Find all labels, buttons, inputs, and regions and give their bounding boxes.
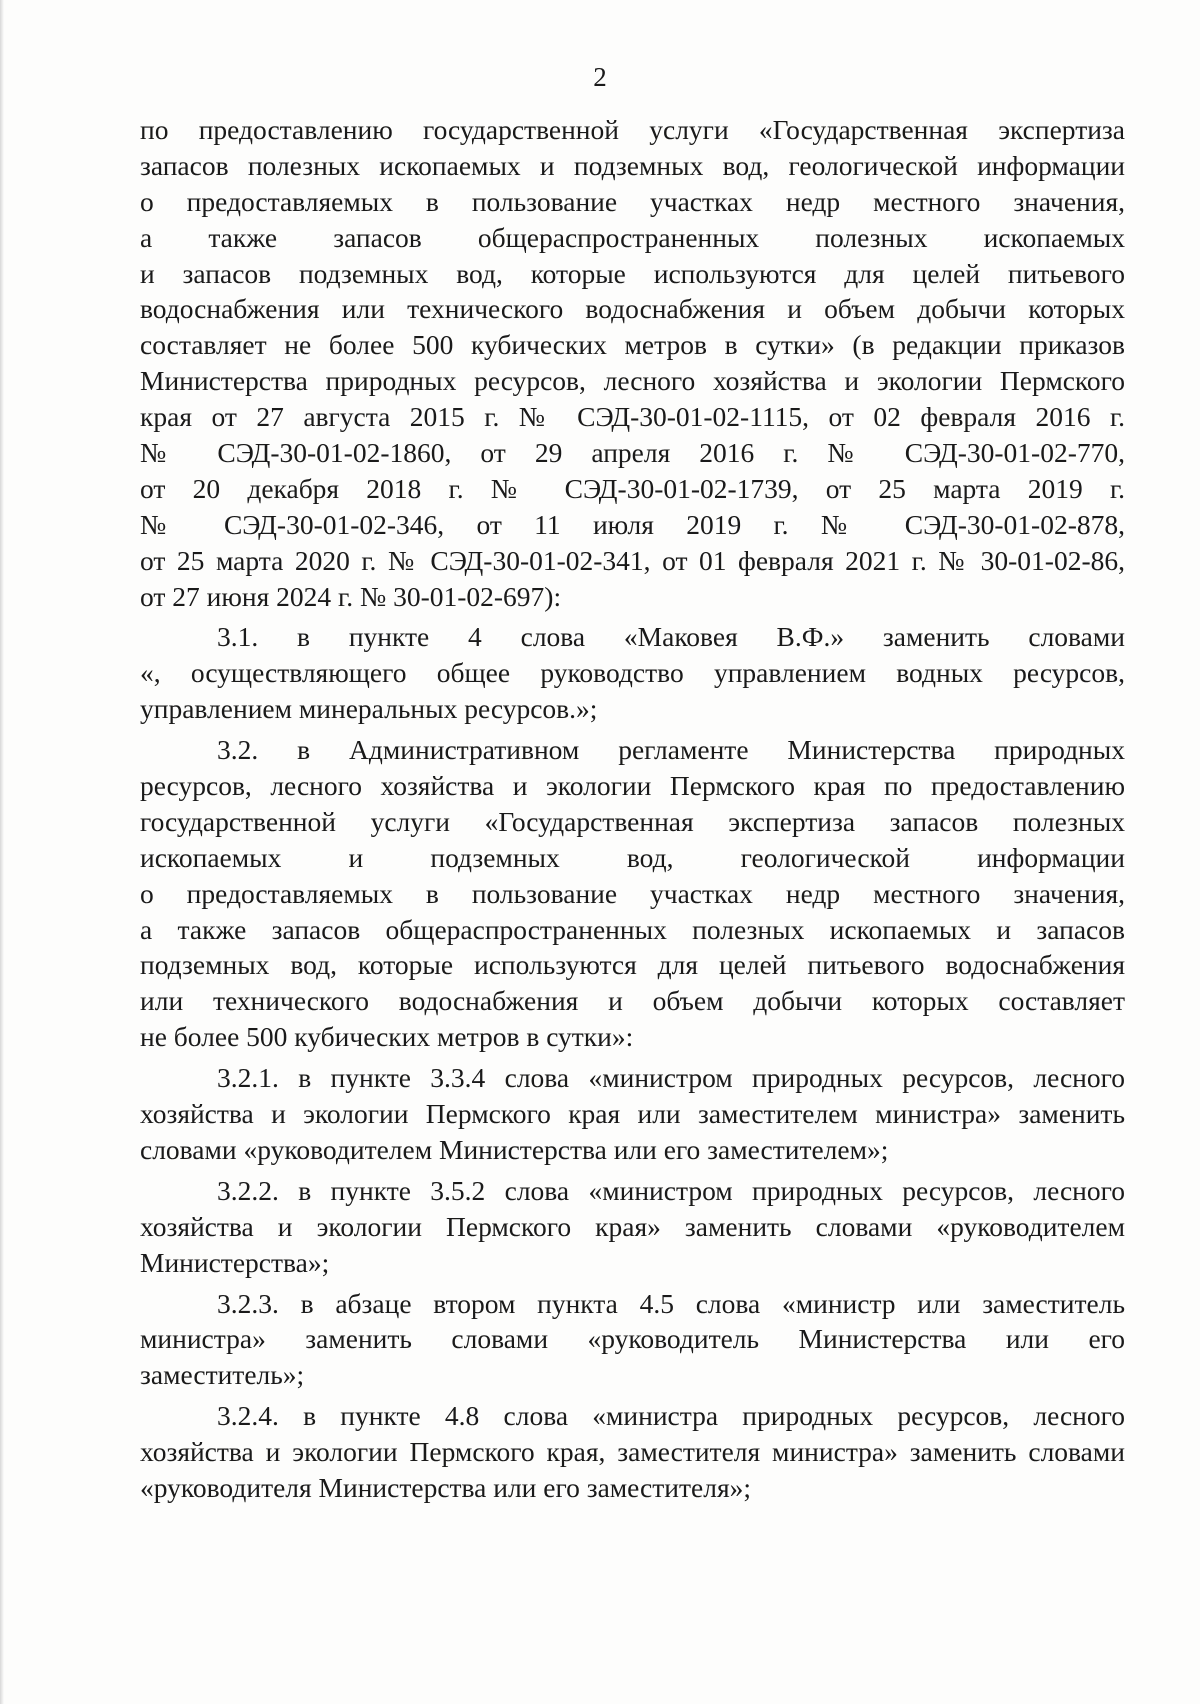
text-line: «руководителя Министерства или его заместителя»; <box>140 1471 751 1503</box>
text-line: составляет не более 500 кубических метров в сутки» (в редакции приказов <box>140 329 1125 361</box>
text-line: о предоставляемых в пользование участках недр местного значения, <box>140 877 1125 909</box>
text-line: 3.1. в пункте 4 слова «Маковея В.Ф.» заменить словами <box>217 621 1125 653</box>
text-line: хозяйства и экологии Пермского края или заместителем министра» заменить <box>140 1098 1125 1130</box>
text-line: от 27 июня 2024 г. № 30-01-02-697): <box>140 580 562 612</box>
text-line: 3.2.1. в пункте 3.3.4 слова «министром природных ресурсов, лесного <box>217 1062 1125 1094</box>
text-line: управлением минеральных ресурсов.»; <box>140 693 598 725</box>
text-line: № СЭД-30-01-02-1860, от 29 апреля 2016 г. № СЭД-30-01-02-770, <box>140 437 1125 469</box>
page-number: 2 <box>593 62 607 92</box>
text-line: Министерства»; <box>140 1246 330 1278</box>
text-line: заместитель»; <box>140 1359 305 1391</box>
text-line: или технического водоснабжения и объем добычи которых составляет <box>140 985 1125 1017</box>
text-line: министра» заменить словами «руководитель Министерства или его <box>140 1323 1125 1355</box>
text-line: № СЭД-30-01-02-346, от 11 июля 2019 г. № СЭД-30-01-02-878, <box>140 508 1125 540</box>
scan-edge-shadow <box>0 0 4 1704</box>
text-line: словами «руководителем Министерства или его заместителем»; <box>140 1133 889 1165</box>
text-line: 3.2.4. в пункте 4.8 слова «министра природных ресурсов, лесного <box>217 1400 1125 1432</box>
text-line: а также запасов общераспространенных полезных ископаемых <box>140 221 1125 253</box>
text-line: от 20 декабря 2018 г. № СЭД-30-01-02-1739, от 25 марта 2019 г. <box>140 472 1125 504</box>
text-line: от 25 марта 2020 г. № СЭД-30-01-02-341, от 01 февраля 2021 г. № 30-01-02-86, <box>140 544 1125 576</box>
text-line: хозяйства и экологии Пермского края, заместителя министра» заменить словами <box>140 1436 1125 1468</box>
text-line: о предоставляемых в пользование участках недр местного значения, <box>140 185 1125 217</box>
text-line: подземных вод, которые используются для целей питьевого водоснабжения <box>140 949 1125 981</box>
text-line: водоснабжения или технического водоснабжения и объем добычи которых <box>140 293 1125 325</box>
document-body <box>140 112 1125 1506</box>
text-line: Министерства природных ресурсов, лесного хозяйства и экологии Пермского <box>140 365 1125 397</box>
text-line: 3.2. в Административном регламенте Министерства природных <box>217 734 1125 766</box>
text-line: и запасов подземных вод, которые используются для целей питьевого <box>140 257 1125 289</box>
text-line: 3.2.2. в пункте 3.5.2 слова «министром природных ресурсов, лесного <box>217 1174 1125 1206</box>
text-line: ископаемых и подземных вод, геологической информации <box>140 841 1125 873</box>
text-line: а также запасов общераспространенных полезных ископаемых и запасов <box>140 913 1125 945</box>
text-line: 3.2.3. в абзаце втором пункта 4.5 слова «министр или заместитель <box>217 1287 1125 1319</box>
text-line: края от 27 августа 2015 г. № СЭД-30-01-02-1115, от 02 февраля 2016 г. <box>140 401 1125 433</box>
text-line: «, осуществляющего общее руководство управлением водных ресурсов, <box>140 657 1125 689</box>
text-line: по предоставлению государственной услуги «Государственная экспертиза <box>140 114 1125 145</box>
text-line: государственной услуги «Государственная экспертиза запасов полезных <box>140 805 1125 837</box>
text-line: не более 500 кубических метров в сутки»: <box>140 1021 634 1053</box>
text-line: запасов полезных ископаемых и подземных вод, геологической информации <box>140 149 1125 181</box>
text-line: ресурсов, лесного хозяйства и экологии Пермского края по предоставлению <box>140 770 1125 802</box>
text-line: хозяйства и экологии Пермского края» заменить словами «руководителем <box>140 1210 1125 1242</box>
